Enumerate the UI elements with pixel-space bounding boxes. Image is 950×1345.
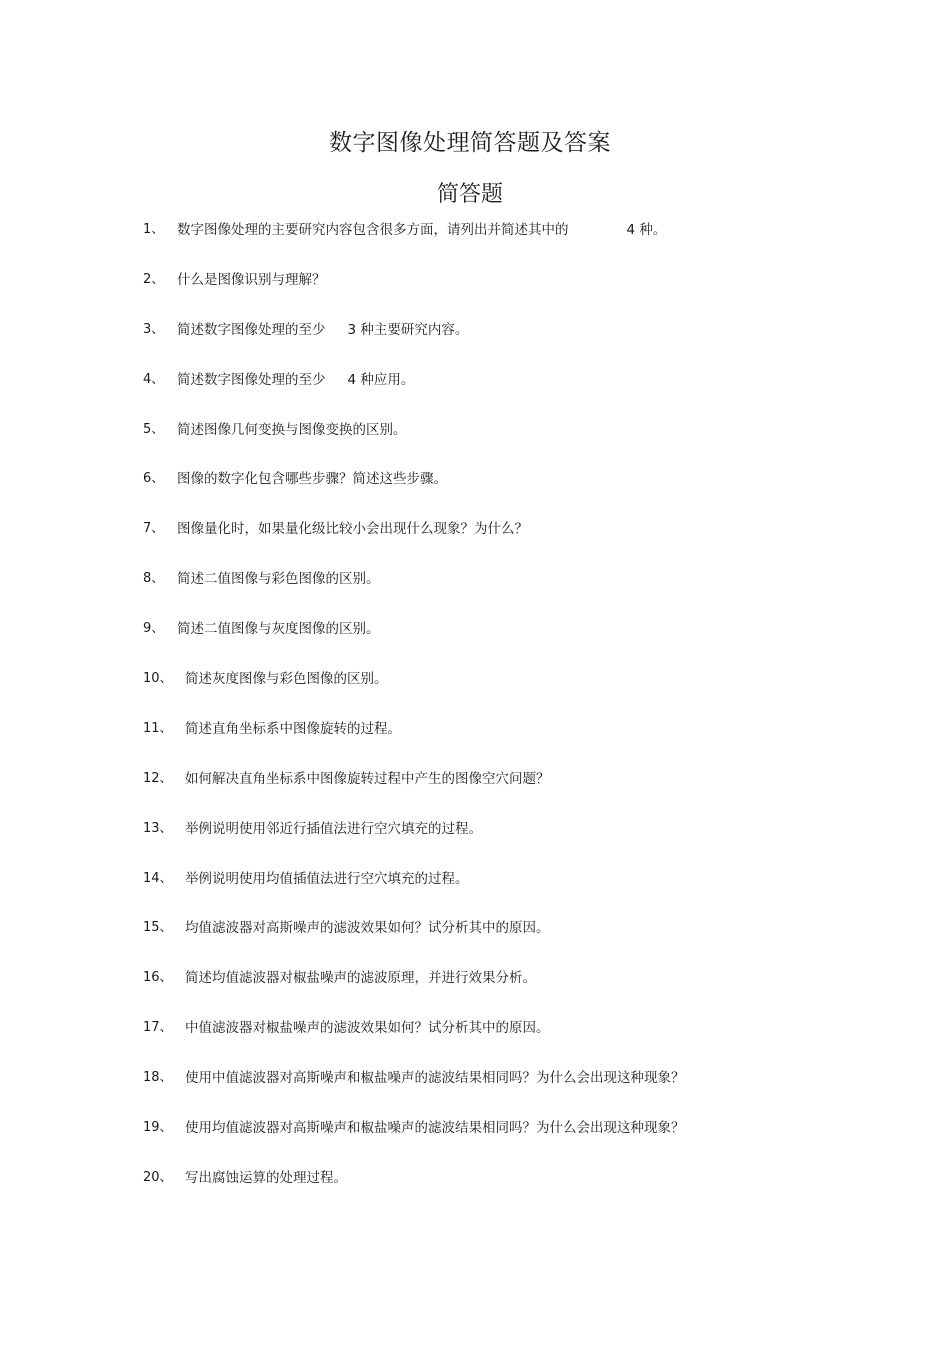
question-item: [143, 1067, 783, 1117]
question-text: [177, 319, 468, 341]
question-item: [143, 468, 783, 518]
question-number: 13、: [143, 820, 173, 836]
question-item: [143, 1017, 783, 1067]
question-item: [143, 319, 783, 369]
question-number: 19、: [143, 1120, 173, 1136]
question-number: 8、: [143, 571, 165, 587]
question-text: 中值滤波器对椒盐噪声的滤波效果如何？试分析其中的原因。: [185, 1020, 550, 1037]
question-text: 使用中值滤波器对高斯噪声和椒盐噪声的滤波结果相同吗？为什么会出现这种现象？: [185, 1070, 685, 1087]
question-item: [143, 518, 783, 568]
section-heading: 简答题: [436, 182, 503, 207]
question-text: 什么是图像识别与理解？: [177, 271, 326, 288]
question-number: 15、: [143, 920, 173, 936]
question-item: [143, 1117, 783, 1167]
question-number: 20、: [143, 1169, 173, 1185]
question-item: [143, 219, 783, 269]
question-text-part: 4 种应用。: [347, 371, 415, 388]
question-number: 14、: [143, 870, 173, 886]
question-text: 简述均值滤波器对椒盐噪声的滤波原理，并进行效果分析。: [185, 970, 536, 987]
question-text: 简述直角坐标系中图像旋转的过程。: [185, 720, 401, 737]
question-number: 10、: [143, 671, 173, 687]
question-item: [143, 269, 783, 319]
question-item: [143, 967, 783, 1017]
question-text: 简述二值图像与彩色图像的区别。: [177, 571, 380, 588]
question-number: 4、: [143, 371, 165, 387]
question-number: 18、: [143, 1070, 173, 1086]
question-item: [143, 369, 783, 419]
question-text: 简述二值图像与灰度图像的区别。: [177, 621, 380, 638]
question-text: 使用均值滤波器对高斯噪声和椒盐噪声的滤波结果相同吗？为什么会出现这种现象？: [185, 1120, 685, 1137]
question-number: 7、: [143, 521, 165, 537]
question-number: 1、: [143, 222, 165, 237]
question-text-part: 4 种。: [626, 222, 667, 238]
question-text: [177, 219, 666, 241]
question-item: [143, 818, 783, 868]
question-number: 17、: [143, 1020, 173, 1036]
question-text: 如何解决直角坐标系中图像旋转过程中产生的图像空穴问题？: [185, 770, 550, 787]
question-item: [143, 868, 783, 918]
question-text: 举例说明使用邻近行插值法进行空穴填充的过程。: [185, 820, 482, 837]
question-text-part: 简述数字图像处理的至少: [177, 371, 326, 388]
question-item: [143, 568, 783, 618]
question-text: 简述灰度图像与彩色图像的区别。: [185, 671, 388, 688]
question-text-part: 3 种主要研究内容。: [347, 321, 469, 338]
question-item: [143, 618, 783, 668]
question-number: 2、: [143, 271, 165, 287]
question-number: 12、: [143, 770, 173, 786]
question-text: 举例说明使用均值插值法进行空穴填充的过程。: [185, 870, 469, 887]
question-number: 3、: [143, 321, 165, 337]
question-text: [177, 369, 414, 391]
question-number: 9、: [143, 621, 165, 637]
question-number: 6、: [143, 471, 165, 487]
question-text: 图像的数字化包含哪些步骤？简述这些步骤。: [177, 471, 447, 488]
question-text: 均值滤波器对高斯噪声的滤波效果如何？试分析其中的原因。: [185, 920, 550, 937]
question-item: [143, 917, 783, 967]
question-item: [143, 668, 783, 718]
question-text: 图像量化时，如果量化级比较小会出现什么现象？为什么？: [177, 521, 528, 538]
question-text-part: 简述数字图像处理的至少: [177, 321, 326, 338]
question-number: 11、: [143, 720, 173, 736]
question-item: [143, 1167, 783, 1217]
question-text: 写出腐蚀运算的处理过程。: [185, 1169, 347, 1186]
question-item: [143, 419, 783, 469]
question-text: 简述图像几何变换与图像变换的区别。: [177, 421, 407, 438]
question-list: [143, 219, 783, 1217]
question-number: 5、: [143, 421, 165, 437]
document-title: 数字图像处理简答题及答案: [329, 130, 611, 156]
question-number: 16、: [143, 970, 173, 986]
question-text-part: 数字图像处理的主要研究内容包含很多方面，请列出并简述其中的: [177, 222, 569, 238]
question-item: [143, 768, 783, 818]
question-item: [143, 718, 783, 768]
